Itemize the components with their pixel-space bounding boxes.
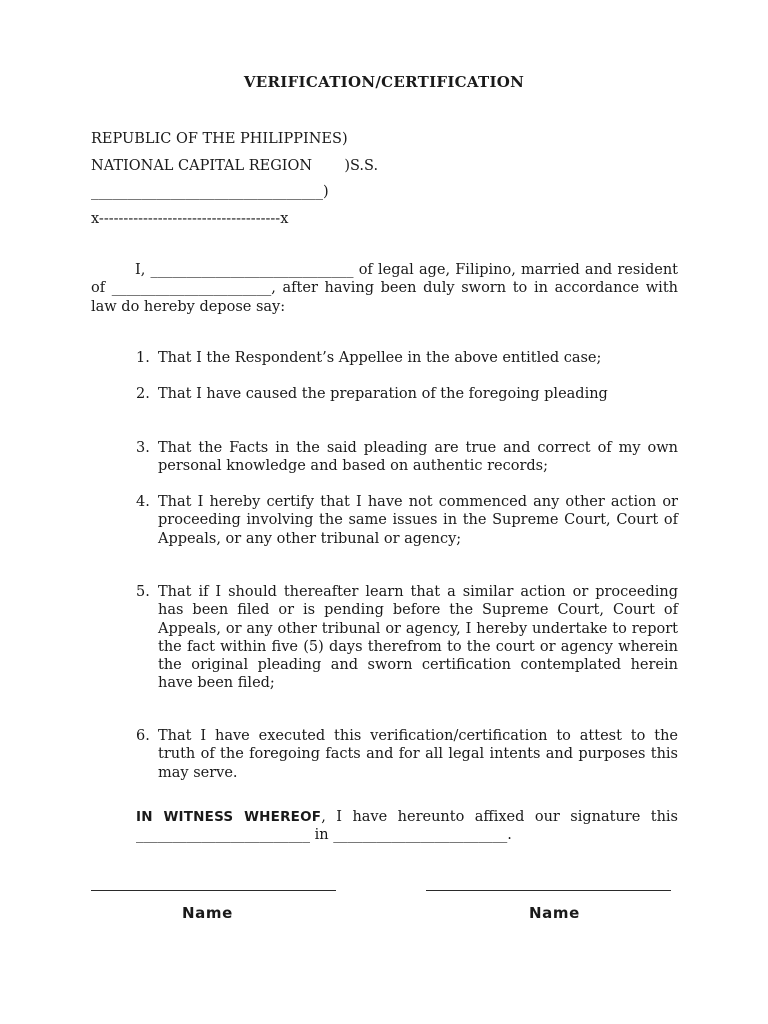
list-item <box>136 727 678 782</box>
signature-name-right: Name <box>529 904 580 922</box>
list-item <box>136 493 678 548</box>
item-text: That if I should thereafter learn that a similar action or proceeding has been filed or is pending before the Supreme Court, Court of Appeals, or any other tribunal or agency, I hereby undertake to report the fact within five (5) days therefrom to the court or agency wherein the original pleading and sworn certification contemplated herein have been filed; <box>158 584 678 692</box>
list-item <box>136 583 678 693</box>
item-number: 2. <box>136 386 150 402</box>
caption-separator: x-------------------------------------x <box>91 211 289 227</box>
document-title: VERIFICATION/CERTIFICATION <box>243 73 525 91</box>
list-item <box>136 439 678 476</box>
signature-name-left: Name <box>182 904 233 922</box>
item-text: That I the Respondent’s Appellee in the above entitled case; <box>158 350 602 366</box>
item-number: 4. <box>136 494 150 510</box>
list-item <box>136 349 678 367</box>
intro-paragraph <box>91 261 678 316</box>
intro-text: I, ____________________________ of legal age, Filipino, married and resident of ______________________, after having been duly sworn to in accordance with law do hereby depose say: <box>91 262 678 315</box>
item-text: That I have caused the preparation of the foregoing pleading <box>158 386 608 402</box>
list-item <box>136 385 678 403</box>
witness-paragraph <box>136 808 678 845</box>
signature-line-right <box>426 890 671 891</box>
caption-region: NATIONAL CAPITAL REGION )S.S. <box>91 158 379 174</box>
item-number: 6. <box>136 728 150 744</box>
witness-lead: IN WITNESS WHEREOF <box>136 809 322 825</box>
item-text: That I have executed this verification/certification to attest to the truth of the foregoing facts and for all legal intents and purposes this may serve. <box>158 728 678 781</box>
item-number: 5. <box>136 584 150 600</box>
caption-blank-line: ________________________________) <box>91 184 329 200</box>
signature-line-left <box>91 890 336 891</box>
item-number: 3. <box>136 440 150 456</box>
caption-republic: REPUBLIC OF THE PHILIPPINES) <box>91 131 348 147</box>
item-text: That I hereby certify that I have not commenced any other action or proceeding involving the same issues in the Supreme Court, Court of Appeals, or any other tribunal or agency; <box>158 494 678 547</box>
item-text: That the Facts in the said pleading are true and correct of my own personal knowledge and based on authentic records; <box>158 440 678 475</box>
witness-text: , I have hereunto affixed our signature this ________________________ in ________________________. <box>136 809 679 844</box>
item-number: 1. <box>136 350 150 366</box>
